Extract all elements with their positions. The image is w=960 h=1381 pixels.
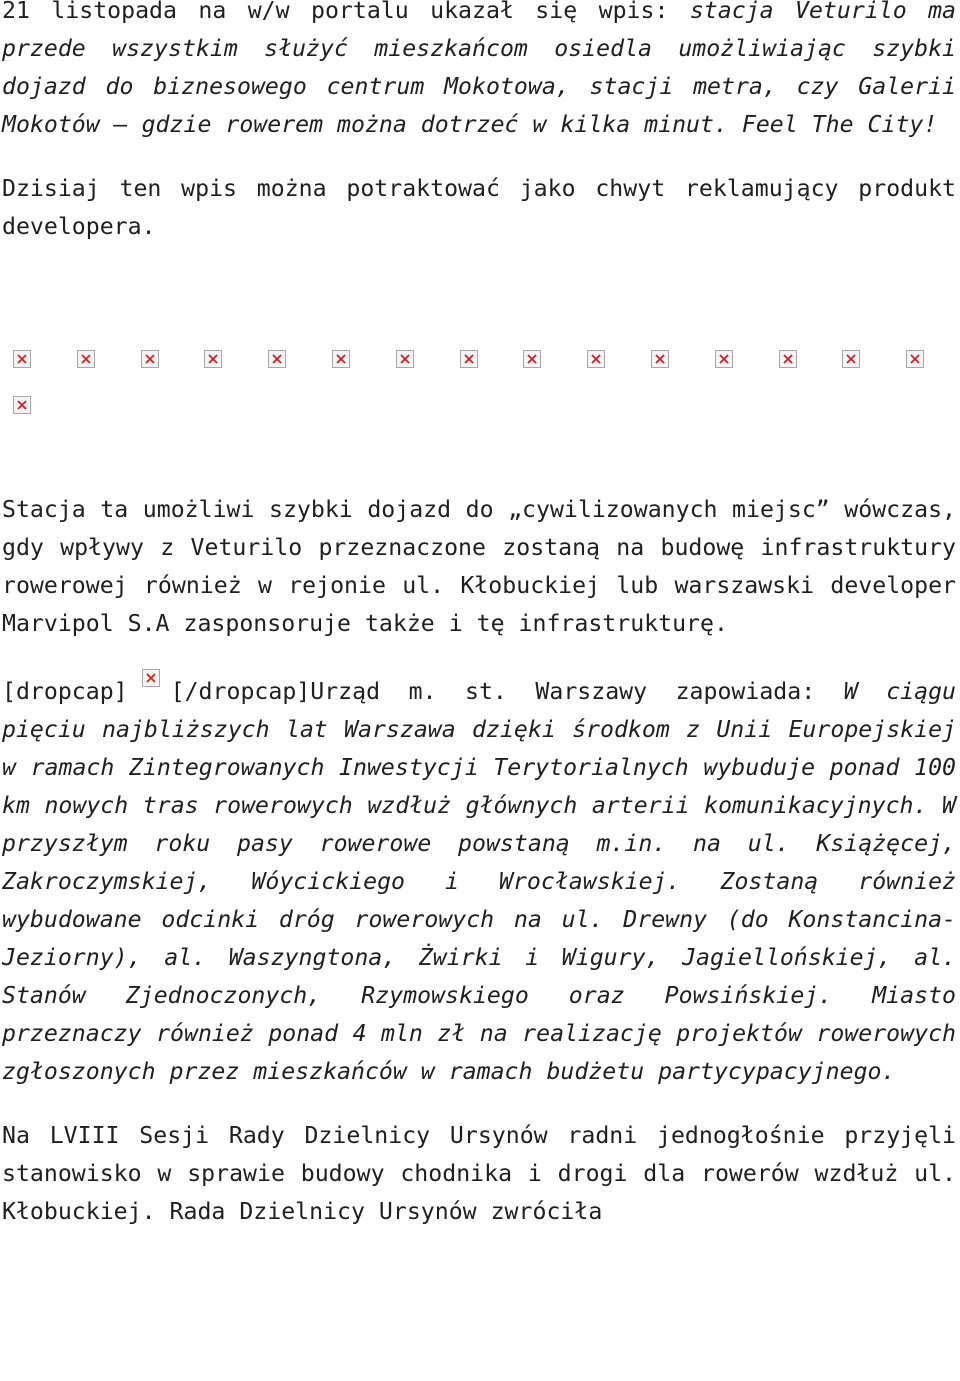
broken-image-icon [651,350,669,368]
broken-image-icon [523,350,541,368]
broken-image-icon [842,350,860,368]
broken-image-icon [13,396,31,414]
broken-image-icon [204,350,222,368]
broken-image-icon [142,669,160,687]
city-quote: W ciągu pięciu najbliższych lat Warszawa dzięki środkom z Unii Europejskiej w ramach Zintegrowanych Inwestycji Terytorialnych wybuduje ponad 100 km nowych tras rowerowych wzdłuż głównych arterii komunikacyjnych. W przyszłym roku pasy rowerowe powstaną m.in. na ul. Książęcej, Zakroczymskiej, Wóycickiego i Wrocławskiej. Zostaną również wybudowane odcinki dróg rowerowych na ul. Drewny (do Konstancina-Jeziorny), al. Waszyngtona, Żwirki i Wigury, Jagiellońskiej, al. Stanów Zjednoczonych, Rzymowskiego oraz Powsińskiej. Miasto przeznaczy również ponad 4 mln zł na realizację projektów rowerowych zgłoszonych przez mieszkańców w ramach budżetu partycypacyjnego. [2,678,956,1085]
broken-image-icon [332,350,350,368]
veturilo-quote: stacja Veturilo ma przede wszystkim służyć mieszkańcom osiedla umożliwiając szybki dojazd do biznesowego centrum Mokotowa, stacji metra, czy Galerii Mokotów – gdzie rowerem można dotrzeć w kilka minut. Feel The City! [2,0,957,138]
paragraph-intro [2,0,956,144]
broken-image-icon [13,350,31,368]
broken-image-icon [779,350,797,368]
broken-image-icon [396,350,414,368]
broken-image-icon [77,350,95,368]
paragraph-city-plan [2,669,956,1091]
intro-text: 21 listopada na w/w portalu ukazał się wpis: [2,0,690,24]
broken-image-icon [268,350,286,368]
dropcap-open-shortcode: [dropcap] [2,678,128,705]
image-gallery [2,350,960,440]
paragraph-station: Stacja ta umożliwi szybki dojazd do „cywilizowanych miejsc” wówczas, gdy wpływy z Veturilo przeznaczone zostaną na budowę infrastruktury rowerowej również w rejonie ul. Kłobuckiej lub warszawski developer Marvipol S.A zasponsoruje także i tę infrastrukturę. [2,496,956,637]
broken-image-icon [587,350,605,368]
broken-image-icon [715,350,733,368]
broken-image-icon [906,350,924,368]
paragraph-comment: Dzisiaj ten wpis można potraktować jako chwyt reklamujący produkt developera. [2,175,956,240]
broken-image-icon [141,350,159,368]
city-lead: Urząd m. st. Warszawy zapowiada: [310,678,844,705]
article-body [2,0,956,1257]
broken-image-icon [460,350,478,368]
paragraph-council: Na LVIII Sesji Rady Dzielnicy Ursynów radni jednogłośnie przyjęli stanowisko w sprawie budowy chodnika i drogi dla rowerów wzdłuż ul. Kłobuckiej. Rada Dzielnicy Ursynów zwróciła [2,1122,956,1225]
dropcap-close-shortcode: [/dropcap] [170,678,311,705]
